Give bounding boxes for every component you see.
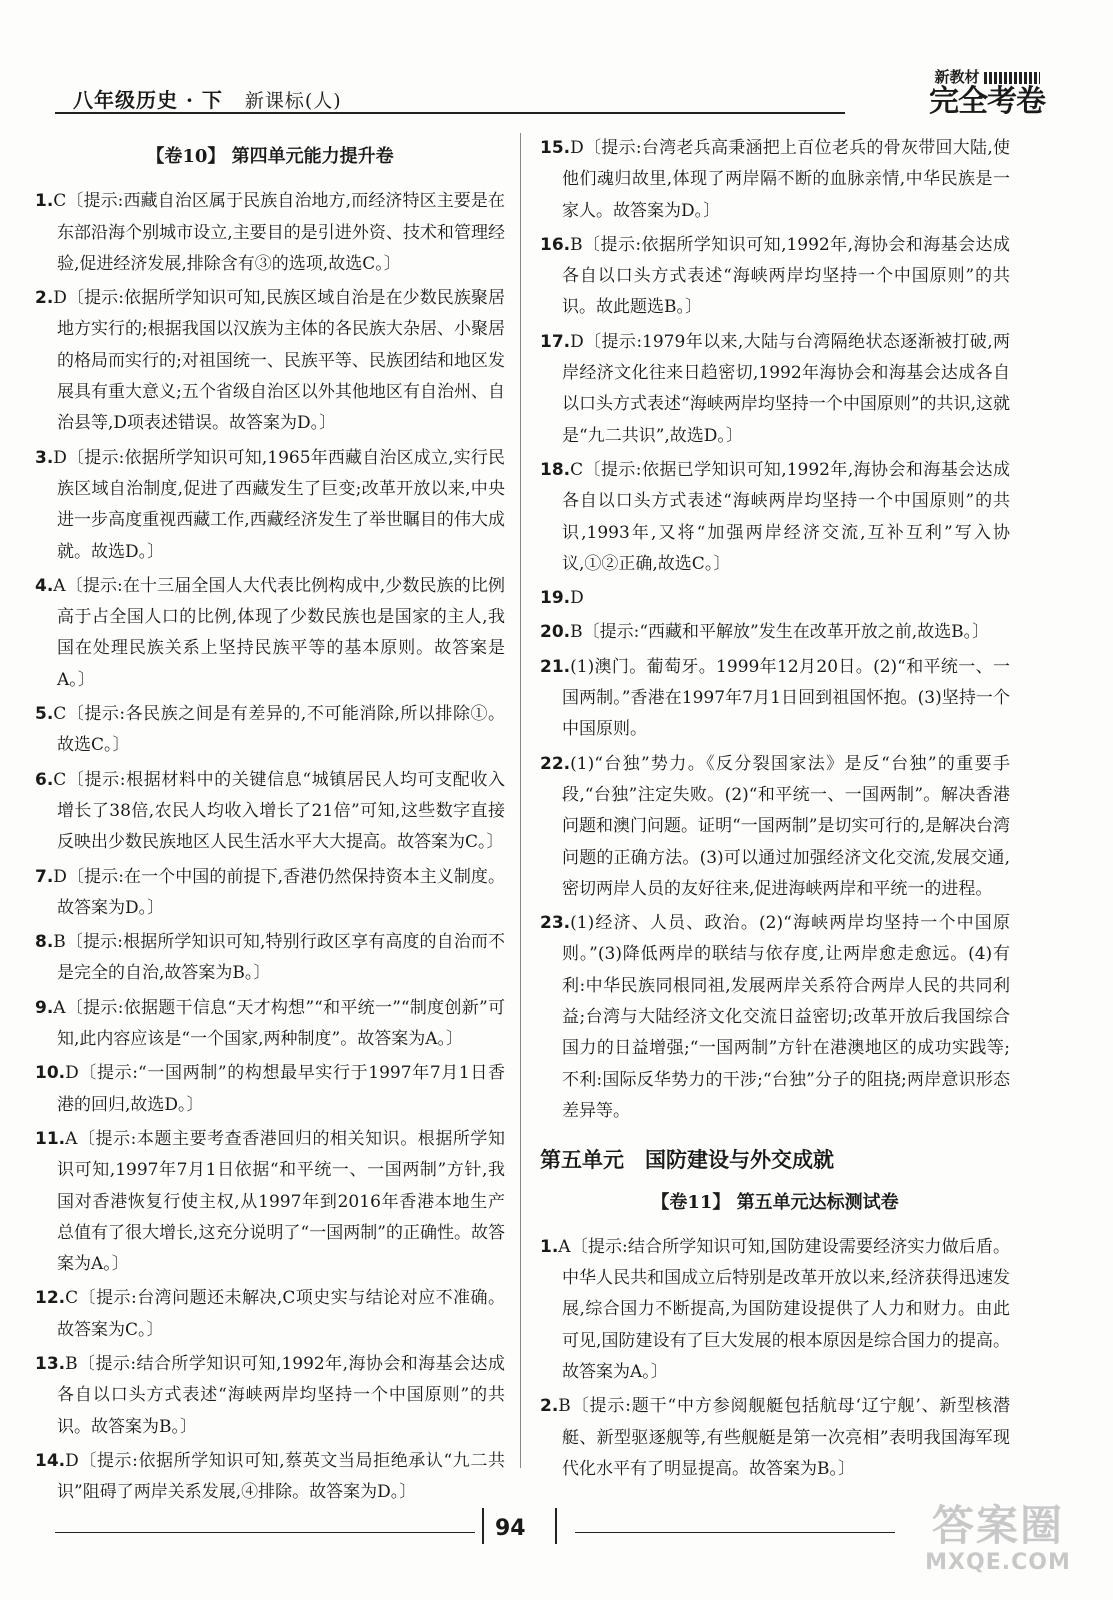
header-rule — [55, 112, 845, 114]
answer-number: 9. — [35, 997, 54, 1018]
answer-text: A〔提示:本题主要考查香港回归的相关知识。根据所学知识可知,1997年7月1日依据“和平统一、一国两制”方针,我国对香港恢复行使主权,从1997年到2016年香港本地生产总值有了很大增长,这充分说明了“一国两制”的正确性。故答案为A。〕 — [57, 1128, 505, 1275]
answer-number: 10. — [35, 1063, 66, 1084]
answer-item — [540, 652, 1010, 746]
answer-item — [540, 230, 1010, 324]
answer-item — [540, 583, 1010, 614]
answer-number: 4. — [35, 575, 54, 596]
book-title: 八年级历史 · 下 — [73, 88, 223, 112]
answer-list — [35, 186, 505, 1508]
answer-text: C〔提示:依据已学知识可知,1992年,海协会和海基会达成各自以口头方式表述“海峡两岸均坚持一个中国原则”的共识,1993年,又将“加强两岸经济交流,互补互利”写入协议,①②正确,故选C。〕 — [562, 459, 1010, 574]
answer-item — [35, 1124, 505, 1280]
answer-number: 3. — [35, 447, 54, 468]
brand-top-text: 新教材 — [934, 68, 980, 86]
answer-item — [540, 327, 1010, 452]
answer-text: B〔提示:“西藏和平解放”发生在改革开放之前,故选B。〕 — [570, 622, 990, 643]
footer-rule — [575, 1532, 895, 1533]
answer-number: 19. — [540, 588, 571, 609]
answer-text: D〔提示:依据所学知识可知,1965年西藏自治区成立,实行民族区域自治制度,促进了西藏发生了巨变;改革开放以来,中央进一步高度重视西藏工作,西藏经济发生了举世瞩目的伟大成就。故选D。〕 — [53, 447, 505, 562]
answer-text: C〔提示:西藏自治区属于民族自治地方,而经济特区主要是在东部沿海个别城市设立,主要目的是引进外资、技术和管理经验,促进经济发展,排除含有③的选项,故选C。〕 — [53, 191, 505, 274]
answer-item — [35, 1058, 505, 1121]
answer-text: D〔提示:台湾老兵高秉涵把上百位老兵的骨灰带回大陆,使他们魂归故里,体现了两岸隔不断的血脉亲情,中华民族是一家人。故答案为D。〕 — [562, 138, 1010, 221]
answer-number: 15. — [540, 138, 571, 158]
answer-text: A〔提示:在十三届全国人大代表比例构成中,少数民族的比例高于占全国人口的比例,体现了少数民族也是国家的主人,我国在处理民族关系上坚持民族平等的基本原则。故答案是A。〕 — [53, 575, 505, 690]
answer-item — [35, 993, 505, 1056]
watermark-logo — [903, 1502, 1093, 1582]
answer-number: 23. — [540, 913, 571, 934]
header-title — [73, 84, 342, 113]
page-header — [55, 68, 1055, 120]
answer-item — [35, 862, 505, 925]
answer-item — [35, 443, 505, 568]
footer-bar — [555, 1508, 557, 1544]
answer-item — [35, 283, 505, 439]
answer-text: (1)经济、人员、政治。(2)“海峡两岸均坚持一个中国原则。”(3)降低两岸的联结与依存度,让两岸愈走愈远。(4)有利:中华民族同根同祖,发展两岸关系符合两岸人民的共同利益;台湾与大陆经济文化交流日益密切;改革开放后我国综合国力的日益增强;“一国两制”方针在港澳地区的成功实践等;不利:国际反华势力的干涉;“台独”分子的阻挠;两岸意识形态差异等。 — [562, 913, 1010, 1121]
brand-main-text: 完全考卷 — [929, 84, 1045, 119]
answer-text: D〔提示:“一国两制”的构想最早实行于1997年7月1日香港的回归,故选D。〕 — [57, 1063, 505, 1115]
answer-text: B〔提示:结合所学知识可知,1992年,海协会和海基会达成各自以口头方式表述“海峡两岸均坚持一个中国原则”的共识。故答案为B。〕 — [57, 1353, 505, 1437]
footer-bar — [482, 1508, 484, 1544]
answer-text: C〔提示:根据材料中的关键信息“城镇居民人均可支配收入增长了38倍,农民人均收入增长了21倍”可知,这些数字直接反映出少数民族地区人民生活水平大大提高。故答案为C。〕 — [53, 769, 505, 853]
answer-number: 22. — [540, 753, 571, 774]
answer-item — [35, 699, 505, 762]
answer-text: A〔提示:结合所学知识可知,国防建设需要经济实力做后盾。中华人民共和国成立后特别是改革开放以来,经济获得迅速发展,综合国力不断提高,为国防建设提供了人力和财力。由此可见,国防建设有了巨大发展的根本原因是综合国力的提高。故答案为A。〕 — [558, 1236, 1010, 1382]
answer-number: 12. — [35, 1288, 66, 1309]
answer-text: C〔提示:各民族之间是有差异的,不可能消除,所以排除①。故选C。〕 — [53, 704, 505, 756]
answer-number: 13. — [35, 1353, 66, 1374]
answer-list — [540, 1232, 1010, 1485]
watermark-url: MXQE.COM — [925, 1550, 1071, 1575]
answer-number: 16. — [540, 234, 571, 255]
answer-list — [540, 133, 1010, 1127]
section-title: 【卷10】 第四单元能力提升卷 — [146, 146, 394, 167]
answer-item — [35, 1283, 505, 1346]
answer-item — [540, 1391, 1010, 1485]
answer-number: 17. — [540, 331, 571, 352]
answer-text: C〔提示:台湾问题还未解决,C项史实与结论对应不准确。故答案为C。〕 — [57, 1288, 505, 1340]
answer-number: 2. — [35, 288, 54, 309]
answer-number: 14. — [35, 1450, 66, 1471]
answer-text: A〔提示:依据题干信息“天才构想”“和平统一”“制度创新”可知,此内容应该是“一个国家,两种制度”。故答案为A。〕 — [53, 997, 505, 1050]
answer-number: 7. — [35, 866, 54, 887]
answer-number: 2. — [540, 1396, 559, 1417]
answer-item — [35, 1349, 505, 1443]
answer-text: D〔提示:在一个中国的前提下,香港仍然保持资本主义制度。故答案为D。〕 — [53, 866, 505, 918]
brand-logo — [929, 66, 1045, 117]
answer-item — [540, 455, 1010, 580]
answer-text: (1)“台独”势力。《反分裂国家法》是反“台独”的重要手段,“台独”注定失败。(2)“和平统一、一国两制”。解决香港问题和澳门问题。证明“一国两制”是切实可行的,是解决台湾问题的正确方法。(3)可以通过加强经济文化交流,发展交通,密切两岸人员的友好往来,促进海峡两岸和平统一的进程。 — [562, 753, 1010, 899]
section-title: 【卷11】 第五单元达标测试卷 — [651, 1191, 899, 1213]
answer-number: 1. — [35, 191, 54, 212]
answer-number: 20. — [540, 622, 571, 643]
page-number: 94 — [495, 1516, 526, 1541]
answer-number: 1. — [540, 1236, 559, 1257]
answer-number: 18. — [540, 459, 571, 480]
answer-item — [35, 186, 505, 280]
book-subtitle: 新课标(人) — [244, 90, 342, 112]
answer-text: B〔提示:题干“中方参阅舰艇包括航母‘辽宁舰’、新型核潜艇、新型驱逐舰等,有些舰艇是第一次亮相”表明我国海军现代化水平有了明显提高。故答案为B。〕 — [558, 1396, 1010, 1479]
answer-text: (1)澳门。葡萄牙。1999年12月20日。(2)“和平统一、一国两制。”香港在1997年7月1日回到祖国怀抱。(3)坚持一个中国原则。 — [562, 656, 1010, 740]
right-column — [540, 133, 1010, 1488]
unit-title: 第五单元 国防建设与外交成就 — [540, 1148, 834, 1173]
answer-item — [35, 765, 505, 859]
answer-text: B〔提示:依据所学知识可知,1992年,海协会和海基会达成各自以口头方式表述“海峡两岸均坚持一个中国原则”的共识。故此题选B。〕 — [562, 234, 1010, 318]
answer-item — [540, 617, 1010, 648]
answer-item — [540, 1232, 1010, 1388]
answer-number: 6. — [35, 769, 54, 790]
answer-number: 5. — [35, 704, 54, 725]
answer-number: 8. — [35, 932, 54, 953]
answer-text: D〔提示:1979年以来,大陆与台湾隔绝状态逐渐被打破,两岸经济文化往来日趋密切,1992年海协会和海基会达成各自以口头方式表述“海峡两岸均坚持一个中国原则”的共识,这就是“九二共识”,故选D。〕 — [562, 331, 1010, 446]
answer-text: B〔提示:根据所学知识可知,特别行政区享有高度的自治而不是完全的自治,故答案为B。〕 — [53, 932, 505, 984]
footer-rule — [55, 1532, 475, 1533]
answer-number: 11. — [35, 1128, 66, 1149]
watermark-text: 答案圈 — [931, 1501, 1064, 1550]
answer-text: D〔提示:依据所学知识可知,民族区域自治是在少数民族聚居地方实行的;根据我国以汉族为主体的各民族大杂居、小聚居的格局而实行的;对祖国统一、民族平等、民族团结和地区发展具有重大意义;五个省级自治区以外其他地区有自治州、自治县等,D项表述错误。故答案为D。〕 — [53, 288, 505, 434]
answer-item — [35, 927, 505, 990]
answer-item — [35, 1446, 505, 1509]
column-divider — [520, 133, 521, 1468]
answer-item — [540, 133, 1010, 227]
answer-item — [540, 908, 1010, 1127]
brand-mark-icon — [984, 72, 1040, 84]
answer-item — [35, 571, 505, 696]
answer-text: D〔提示:依据所学知识可知,蔡英文当局拒绝承认“九二共识”阻碍了两岸关系发展,④排除。故答案为D。〕 — [57, 1450, 505, 1503]
answer-text: D — [570, 588, 584, 609]
answer-item — [540, 749, 1010, 905]
answer-number: 21. — [540, 656, 571, 677]
left-column — [35, 133, 505, 1511]
